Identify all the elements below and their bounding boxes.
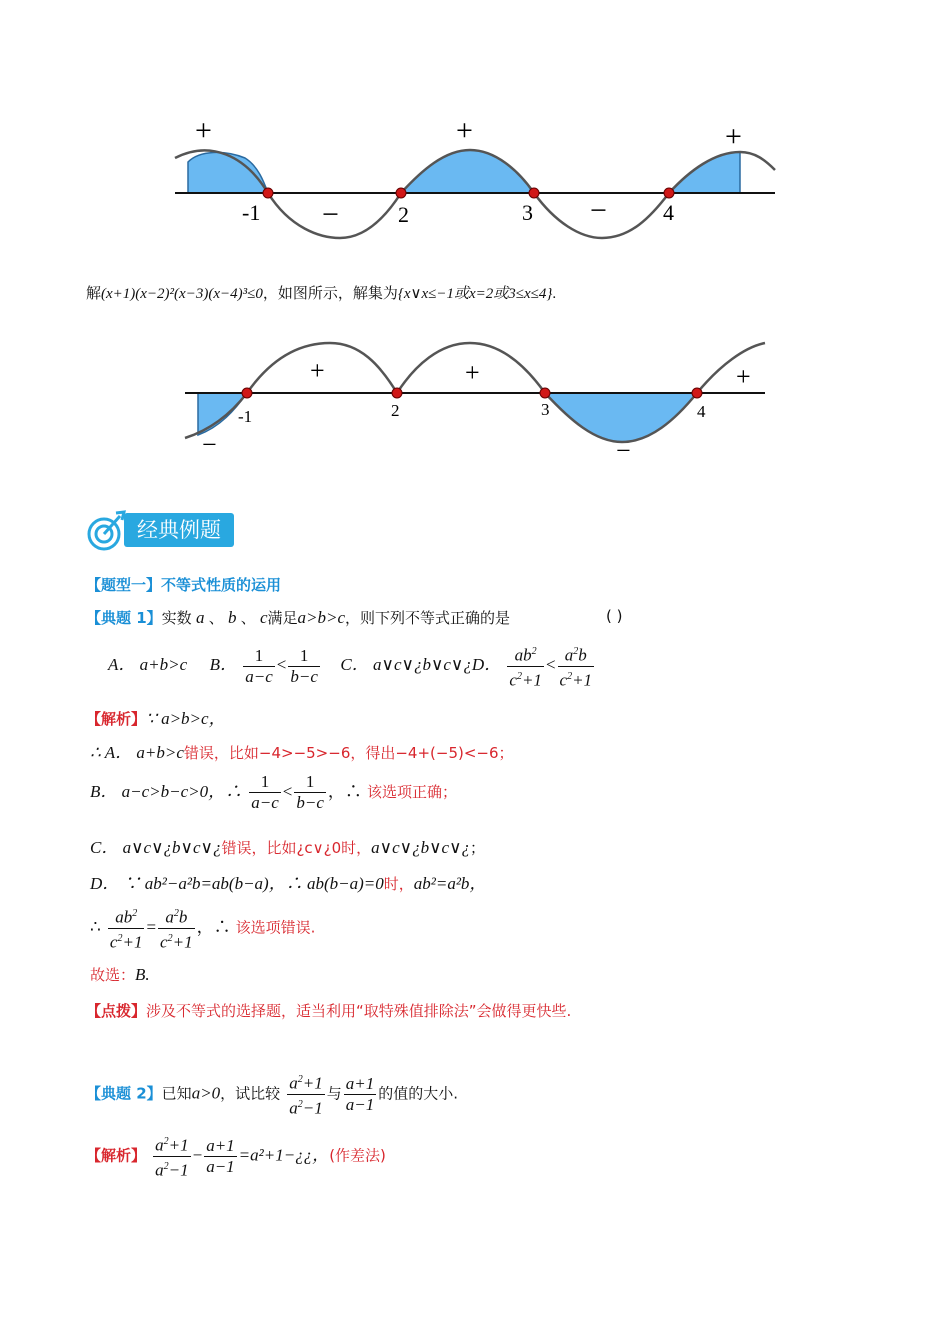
point-label: 4: [697, 402, 706, 421]
root-point: [396, 188, 406, 198]
sign-label: +: [736, 362, 751, 391]
sign-label: +: [310, 356, 325, 385]
type-heading: 【题型一】不等式性质的运用: [86, 576, 282, 594]
sign-label: +: [195, 114, 212, 147]
analysis-a: ∴ A． a+b>c错误，比如−4>−5>−6，得出−4+(−5)<−6；: [90, 743, 514, 762]
point-label: 3: [522, 200, 533, 225]
answer-line: 故选：B.: [90, 965, 150, 984]
example-1-stem: 【典题 1】实数 a 、 b 、 c满足a>b>c，则下列不等式正确的是: [86, 608, 511, 627]
sign-label: +: [456, 114, 473, 147]
analysis-d: D． ∵ ab²−a²b=ab(b−a)，∴ ab(b−a)=0时，ab²=a²b，: [90, 874, 487, 893]
example-2-analysis: 【解析】 $\frac{a^2+1}{a^2-1}$ − $\frac{a+1}{a-1}$ =a²+1−¿¿，(作差法): [86, 1132, 386, 1180]
analysis-c: C． a∨c∨¿b∨c∨¿错误，比如¿c∨¿0时，a∨c∨¿b∨c∨¿；: [90, 838, 486, 857]
root-point: [664, 188, 674, 198]
options-row: A． a+b>c B． $\frac{1}{a-c}$ < $\frac{1}{b-c}$ C． a∨c∨¿b∨c∨¿D． $\frac{ab^2}{c^2+1}$ < $\frac{a^2b}{c^2+1}$: [108, 642, 596, 690]
point-label: 4: [663, 200, 674, 225]
sign-label: −: [616, 436, 631, 465]
sign-chart-figure-1: [160, 110, 790, 245]
point-label: 2: [398, 202, 409, 227]
section-header: [86, 510, 236, 552]
point-label: 2: [391, 401, 400, 420]
root-point: [242, 388, 252, 398]
sign-chart-figure-2: [180, 335, 770, 465]
analysis-start: 【解析】∵ a>b>c，: [86, 709, 226, 728]
root-point: [529, 188, 539, 198]
point-label: 3: [541, 400, 550, 419]
point-label: -1: [238, 407, 253, 426]
tip-line: 【点拨】涉及不等式的选择题，适当利用“取特殊值排除法”会做得更快些.: [86, 1002, 572, 1020]
target-arrow-icon: [86, 510, 126, 552]
analysis-b: B． a−c>b−c>0，∴ $\frac{1}{a-c}$ < $\frac{1}{b-c}$ ，∴ 该选项正确；: [90, 772, 457, 812]
root-point: [540, 388, 550, 398]
sign-label: −: [202, 430, 217, 459]
analysis-d-conclusion: ∴ $\frac{ab^2}{c^2+1}$ = $\frac{a^2b}{c^2+1}$ ，∴ 该选项错误.: [90, 904, 315, 952]
root-point: [692, 388, 702, 398]
sign-label: −: [322, 198, 339, 231]
example-2-stem: 【典题 2】已知a>0，试比较 $\frac{a^2+1}{a^2-1}$ 与 $\frac{a+1}{a-1}$ 的值的大小.: [86, 1070, 458, 1118]
positive-region-1: [188, 152, 268, 193]
sign-label: −: [590, 194, 607, 227]
root-point: [392, 388, 402, 398]
section-title: 经典例题: [124, 513, 234, 547]
positive-region-3: [669, 152, 740, 193]
answer-parentheses: ( ): [606, 607, 623, 625]
point-label: -1: [242, 200, 261, 225]
sign-label: +: [725, 120, 742, 153]
root-point: [263, 188, 273, 198]
sign-label: +: [465, 358, 480, 387]
solution-line: 解(x+1)(x−2)²(x−3)(x−4)³≤0，如图所示，解集为{x∨x≤−1或x=2或3≤x≤4}.: [86, 284, 557, 302]
